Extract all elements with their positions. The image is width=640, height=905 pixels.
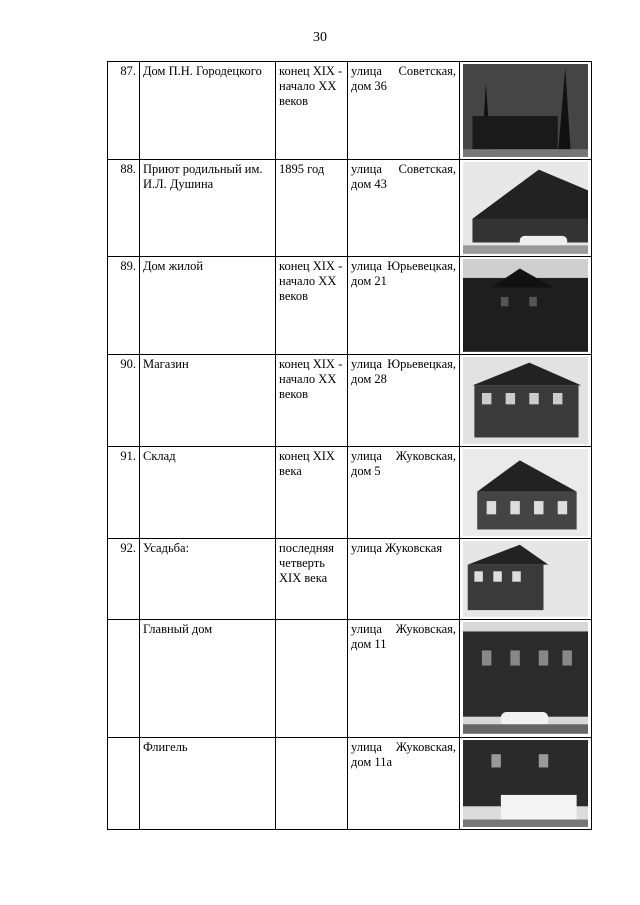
object-address: улица Жуковская, дом 11	[348, 619, 460, 737]
object-address: улица Жуковская, дом 11а	[348, 737, 460, 829]
row-number: 90.	[108, 355, 140, 447]
object-name: Главный дом	[140, 619, 276, 737]
row-number: 92.	[108, 539, 140, 620]
building-photo	[460, 737, 592, 829]
object-date: последняя четверть XIX века	[276, 539, 348, 620]
object-name: Флигель	[140, 737, 276, 829]
object-address: улица Советская, дом 36	[348, 62, 460, 160]
object-date: 1895 год	[276, 160, 348, 257]
row-number	[108, 737, 140, 829]
table-row	[108, 619, 592, 737]
object-address: улица Жуковская	[348, 539, 460, 620]
object-date	[276, 737, 348, 829]
object-date: конец XIX века	[276, 447, 348, 539]
row-number: 88.	[108, 160, 140, 257]
object-date: конец XIX - начало XX веков	[276, 257, 348, 355]
object-address: улица Советская, дом 43	[348, 160, 460, 257]
building-photo	[460, 257, 592, 355]
building-photo	[460, 355, 592, 447]
object-date	[276, 619, 348, 737]
building-photo	[460, 62, 592, 160]
row-number: 87.	[108, 62, 140, 160]
object-address: улица Юрьевецкая, дом 28	[348, 355, 460, 447]
object-name: Магазин	[140, 355, 276, 447]
building-photo	[460, 539, 592, 620]
object-address: улица Юрьевецкая, дом 21	[348, 257, 460, 355]
table-row	[108, 737, 592, 829]
object-date: конец XIX - начало XX веков	[276, 62, 348, 160]
object-name: Усадьба:	[140, 539, 276, 620]
table-row	[108, 160, 592, 257]
page-number: 30	[313, 30, 327, 45]
heritage-table	[107, 61, 592, 830]
row-number: 91.	[108, 447, 140, 539]
table-row	[108, 447, 592, 539]
building-photo	[460, 619, 592, 737]
table-row	[108, 355, 592, 447]
object-date: конец XIX - начало XX веков	[276, 355, 348, 447]
object-name: Дом жилой	[140, 257, 276, 355]
table-row	[108, 257, 592, 355]
building-photo	[460, 160, 592, 257]
object-address: улица Жуковская, дом 5	[348, 447, 460, 539]
object-name: Приют родильный им. И.Л. Душина	[140, 160, 276, 257]
row-number	[108, 619, 140, 737]
object-name: Дом П.Н. Городецкого	[140, 62, 276, 160]
table-row	[108, 539, 592, 620]
table-row	[108, 62, 592, 160]
object-name: Склад	[140, 447, 276, 539]
row-number: 89.	[108, 257, 140, 355]
building-photo	[460, 447, 592, 539]
